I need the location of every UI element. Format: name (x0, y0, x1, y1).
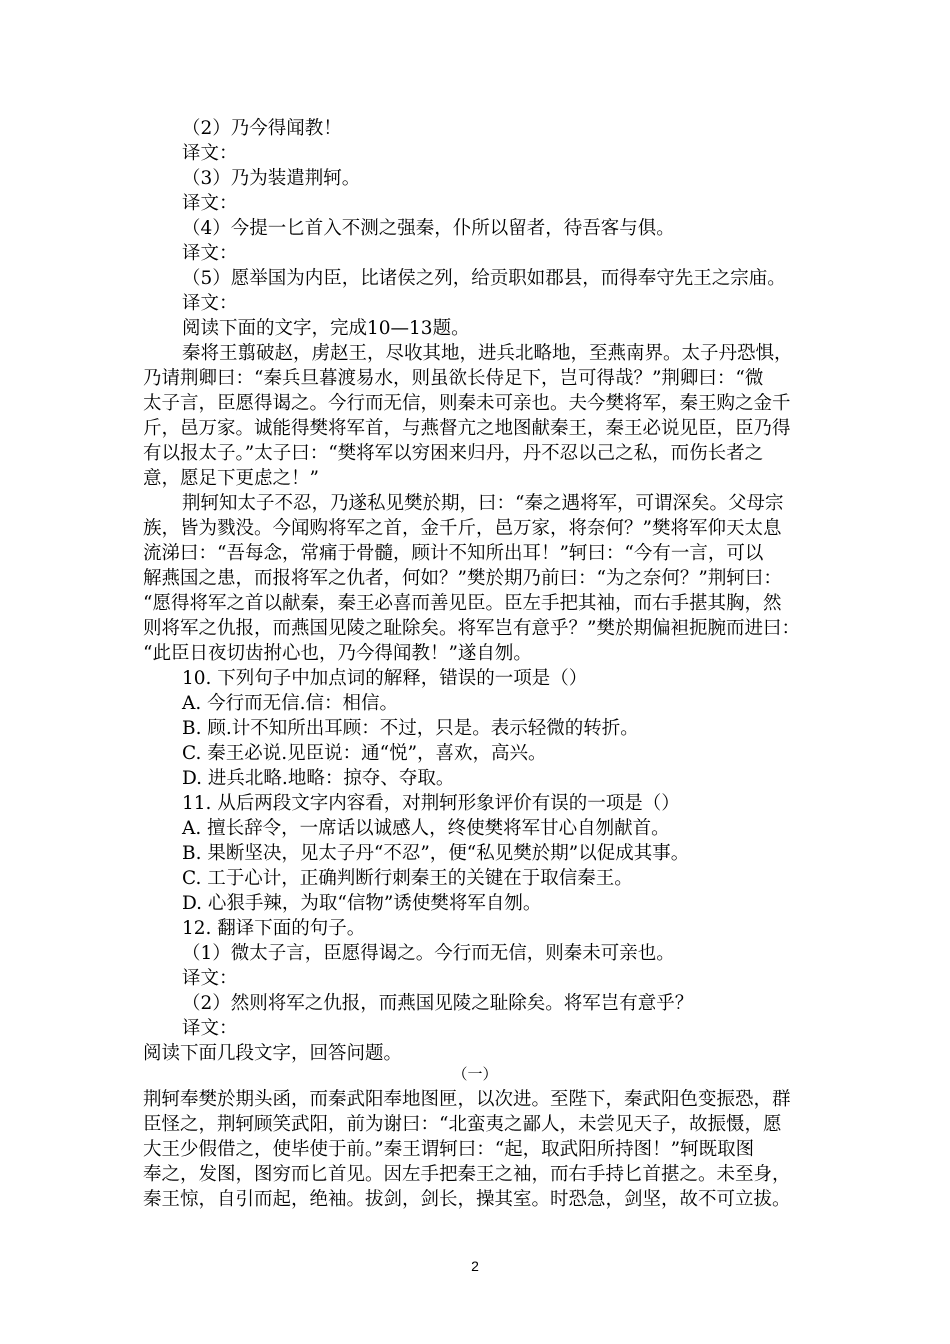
question-item: （2）然则将军之仇报，而燕国见陵之耻除矣。将军岂有意乎？ (182, 993, 694, 1014)
translation-label: 译文： (182, 968, 238, 989)
page-number: 2 (471, 1258, 479, 1274)
passage-line: 解燕国之患，而报将军之仇者，何如？”樊於期乃前曰：“为之奈何？”荆轲曰： (143, 568, 782, 589)
option-b: B. 果断坚决，见太子丹“不忍”，便“私见樊於期”以促成其事。 (182, 843, 690, 864)
passage-line: “愿得将军之首以献秦，秦王必喜而善见臣。臣左手把其袖，而右手揕其胸，然 (143, 593, 782, 614)
question-item: （2）乃今得闻教！ (182, 118, 342, 139)
option-a: A. 今行而无信.信：相信。 (182, 693, 399, 714)
passage-line: 荆轲奉樊於期头函，而秦武阳奉地图匣，以次进。至陛下，秦武阳色变振恐，群 (143, 1089, 791, 1110)
passage-line: “此臣日夜切齿拊心也，乃今得闻教！”遂自刎。 (143, 643, 532, 664)
question-12: 12. 翻译下面的句子。 (182, 918, 366, 939)
option-a: A. 擅长辞令，一席话以诚感人，终使樊将军甘心自刎献首。 (182, 818, 670, 839)
passage-line: 太子言，臣愿得谒之。今行而无信，则秦未可亲也。夫今樊将军，秦王购之金千 (143, 393, 791, 414)
question-10: 10. 下列句子中加点词的解释，错误的一项是（） (182, 668, 588, 689)
section-instruction: 阅读下面几段文字，回答问题。 (143, 1043, 403, 1064)
question-item: （4）今提一匕首入不测之强秦，仆所以留者，待吾客与俱。 (182, 218, 675, 239)
option-c: C. 工于心计，正确判断行刺秦王的关键在于取信秦王。 (182, 868, 633, 889)
passage-line: 奉之，发图，图穷而匕首见。因左手把秦王之袖，而右手持匕首揕之。未至身， (143, 1164, 791, 1185)
question-item: （5）愿举国为内臣，比诸侯之列，给贡职如郡县，而得奉守先王之宗庙。 (182, 268, 786, 289)
question-item: （3）乃为装遣荆轲。 (182, 168, 361, 189)
passage-line: 斤，邑万家。诚能得樊将军首，与燕督亢之地图献秦王，秦王必说见臣，臣乃得 (143, 418, 791, 439)
passage-line: 有以报太子。”太子曰：“樊将军以穷困来归丹，丹不忍以己之私，而伤长者之 (143, 443, 764, 464)
translation-label: 译文： (182, 143, 238, 164)
passage-line: 秦将王翦破赵，虏赵王，尽收其地，进兵北略地，至燕南界。太子丹恐惧， (182, 343, 793, 364)
passage-line: 族，皆为戮没。今闻购将军之首，金千斤，邑万家，将奈何？”樊将军仰天太息 (143, 518, 782, 539)
translation-label: 译文： (182, 193, 238, 214)
passage-line: 则将军之仇报，而燕国见陵之耻除矣。将军岂有意乎？”樊於期偏袒扼腕而进曰： (143, 618, 800, 639)
translation-label: 译文： (182, 243, 238, 264)
question-item: （1）微太子言，臣愿得谒之。今行而无信，则秦未可亲也。 (182, 943, 675, 964)
option-c: C. 秦王必说.见臣说：通“悦”，喜欢，高兴。 (182, 743, 547, 764)
question-11: 11. 从后两段文字内容看，对荆轲形象评价有误的一项是（） (182, 793, 680, 814)
translation-label: 译文： (182, 1018, 238, 1039)
section-instruction: 阅读下面的文字，完成10—13题。 (182, 318, 470, 339)
section-heading: （一） (452, 1065, 498, 1083)
passage-line: 乃请荆卿曰：“秦兵旦暮渡易水，则虽欲长侍足下，岂可得哉？”荆卿曰：“微 (143, 368, 764, 389)
passage-line: 臣怪之，荆轲顾笑武阳，前为谢曰：“北蛮夷之鄙人，未尝见天子，故振慑，愿 (143, 1114, 782, 1135)
option-b: B. 顾.计不知所出耳顾：不过，只是。表示轻微的转折。 (182, 718, 639, 739)
passage-line: 秦王惊，自引而起，绝袖。拔剑，剑长，操其室。时恐急，剑坚，故不可立拔。 (143, 1189, 791, 1210)
passage-line: 流涕曰：“吾每念，常痛于骨髓，顾计不知所出耳！”轲曰：“今有一言，可以 (143, 543, 764, 564)
passage-line: 大王少假借之，使毕使于前。”秦王谓轲曰：“起，取武阳所持图！”轲既取图 (143, 1139, 755, 1160)
translation-label: 译文： (182, 293, 238, 314)
option-d: D. 心狠手辣，为取“信物”诱使樊将军自刎。 (182, 893, 542, 914)
option-d: D. 进兵北略.地略：掠夺、夺取。 (182, 768, 455, 789)
passage-line: 意，愿足下更虑之！” (143, 468, 319, 489)
passage-line: 荆轲知太子不忍，乃遂私见樊於期，曰：“秦之遇将军，可谓深矣。父母宗 (182, 493, 784, 514)
